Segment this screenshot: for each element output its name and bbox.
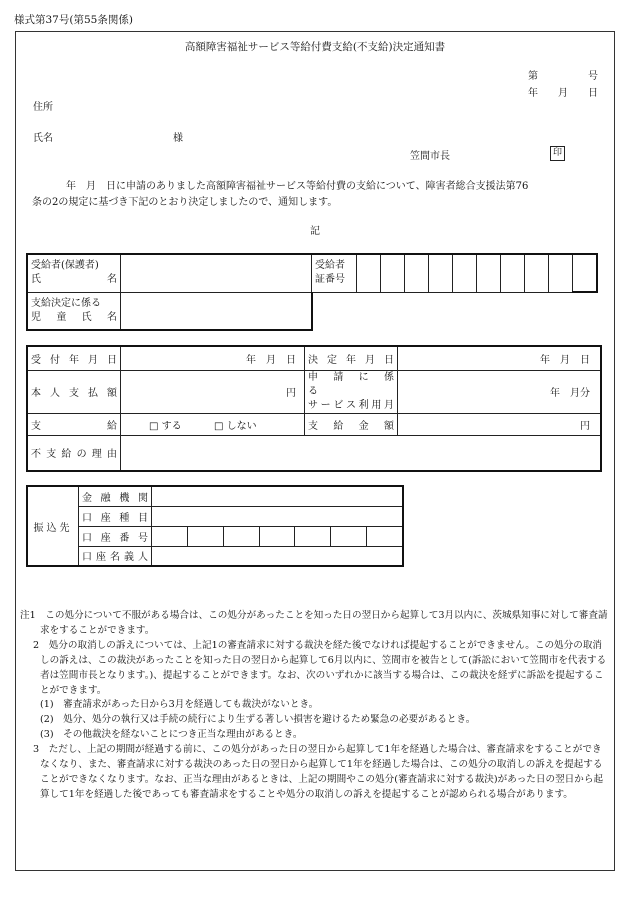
child-table bbox=[26, 292, 313, 331]
reason-label: 不支給の理由 bbox=[27, 435, 121, 471]
note-2: 2 処分の取消しの訴えについては、上記1の審査請求に対する裁決を経た後でなければ提起することができません。この処分の取消しの訴えは、この裁決があったことを知った日の翌日から起算して6月以内に、笠間市を被告として(訴訟において笠間市を代表する者は笠間市長となります。)、提起することができます。なお、次のいずれかに該当する場合は、この裁決を経ずに訴訟を提起することができます。 bbox=[33, 639, 607, 696]
reason-value[interactable] bbox=[121, 435, 602, 471]
account-digit-cell[interactable] bbox=[223, 526, 259, 546]
transfer-group-label: 振込先 bbox=[27, 486, 79, 566]
note-2-item-2: (2) 処分、処分の執行又は手続の続行により生ずる著しい損害を避けるため緊急の必要があるとき。 bbox=[40, 714, 476, 726]
payment-yes-checkbox[interactable]: □ する bbox=[149, 420, 182, 432]
account-holder-value[interactable] bbox=[152, 546, 404, 566]
recipient-name-label: 受給者(保護者) 氏 名 bbox=[27, 254, 121, 292]
cert-digit-cell[interactable] bbox=[357, 254, 381, 292]
account-number-label: 口座番号 bbox=[79, 526, 152, 546]
account-type-label: 口座種目 bbox=[79, 506, 152, 526]
address-label: 住所 bbox=[33, 102, 53, 113]
cert-digit-cell[interactable] bbox=[453, 254, 477, 292]
ki-heading: 記 bbox=[310, 226, 320, 237]
received-date-label: 受付年月日 bbox=[27, 346, 121, 370]
cert-digit-cell[interactable] bbox=[501, 254, 525, 292]
cert-digit-cell[interactable] bbox=[525, 254, 549, 292]
payment-amount-label: 支給金額 bbox=[305, 413, 398, 435]
account-digit-cell[interactable] bbox=[331, 526, 367, 546]
cert-number-label: 受給者 証番号 bbox=[312, 254, 357, 292]
account-holder-label: 口座名義人 bbox=[79, 546, 152, 566]
cert-digit-cell[interactable] bbox=[381, 254, 405, 292]
form-number: 様式第37号(第55条関係) bbox=[14, 14, 133, 26]
decision-date-value[interactable]: 年 月 日 bbox=[398, 346, 602, 370]
notes bbox=[20, 609, 610, 803]
self-pay-label: 本人支払額 bbox=[27, 370, 121, 413]
account-digit-cell[interactable] bbox=[259, 526, 295, 546]
decision-table bbox=[26, 345, 602, 472]
note-2-item-1: (1) 審査請求があった日から3月を経過しても裁決がないとき。 bbox=[40, 699, 319, 711]
account-digit-cell[interactable] bbox=[295, 526, 331, 546]
account-type-value[interactable] bbox=[152, 506, 404, 526]
body-text-line-1: 年 月 日に申請のありました高額障害福祉サービス等給付費の支給について、障害者総合支援法第76 bbox=[66, 181, 529, 192]
bank-label: 金融機関 bbox=[79, 486, 152, 506]
document-title: 高額障害福祉サービス等給付費支給(不支給)決定通知書 bbox=[184, 41, 446, 53]
bank-table bbox=[26, 485, 404, 567]
note-3: 3 ただし、上記の期間が経過する前に、この処分があった日の翌日から起算して1年を経過した場合は、審査請求をすることができなくなり、また、審査請求に対する裁決のあった日の翌日から起算して1年を経過した場合は、この処分の取消しの訴えを提起することができなくなります。なお、正当な理由があるときは、上記の期間やこの処分(審査請求に対する裁決)があった日の翌日から起算して1年を経過した後であっても審査請求をすることや処分の取消しの訴えを提起することが認められる場合があります。 bbox=[33, 744, 604, 800]
note-1: 注1 この処分について不服がある場合は、この処分があったことを知った日の翌日から起算して3月以内に、茨城県知事に対して審査請求をすることができます。 bbox=[20, 610, 608, 636]
self-pay-value[interactable]: 円 bbox=[121, 370, 305, 413]
cert-digit-cell[interactable] bbox=[477, 254, 501, 292]
payment-label: 支給 bbox=[27, 413, 121, 435]
account-digit-cell[interactable] bbox=[367, 526, 403, 546]
cert-digit-cell[interactable] bbox=[405, 254, 429, 292]
cert-digit-cell[interactable] bbox=[573, 254, 598, 292]
recipient-name-cell[interactable] bbox=[121, 254, 312, 292]
honorific: 様 bbox=[173, 133, 183, 144]
service-month-value[interactable]: 年 月分 bbox=[398, 370, 602, 413]
payment-no-checkbox[interactable]: □ しない bbox=[214, 420, 257, 432]
payment-amount-value[interactable]: 円 bbox=[398, 413, 602, 435]
service-month-label: 申 請 に 係 る サービス利用月 bbox=[305, 370, 398, 413]
body-text-line-2: 条の2の規定に基づき下記のとおり決定しましたので、通知します。 bbox=[32, 197, 338, 208]
recipient-table bbox=[26, 253, 598, 293]
child-name-label: 支給決定に係る 児 童 氏 名 bbox=[27, 293, 121, 330]
document-date: 年 月 日 bbox=[528, 88, 598, 99]
cert-digit-cell[interactable] bbox=[429, 254, 453, 292]
account-digit-cell[interactable] bbox=[152, 526, 188, 546]
child-name-cell[interactable] bbox=[121, 293, 313, 330]
payment-choice[interactable] bbox=[121, 413, 305, 435]
received-date-value[interactable]: 年 月 日 bbox=[121, 346, 305, 370]
account-digit-cell[interactable] bbox=[187, 526, 223, 546]
seal-mark: 印 bbox=[550, 146, 565, 161]
cert-digit-cell[interactable] bbox=[549, 254, 573, 292]
document-number: 第 号 bbox=[528, 71, 598, 82]
issuer: 笠間市長 bbox=[410, 151, 450, 162]
bank-value[interactable] bbox=[152, 486, 404, 506]
name-label: 氏名 bbox=[33, 133, 53, 144]
decision-date-label: 決定年月日 bbox=[305, 346, 398, 370]
note-2-item-3: (3) その他裁決を経ないことにつき正当な理由があるとき。 bbox=[40, 729, 303, 741]
